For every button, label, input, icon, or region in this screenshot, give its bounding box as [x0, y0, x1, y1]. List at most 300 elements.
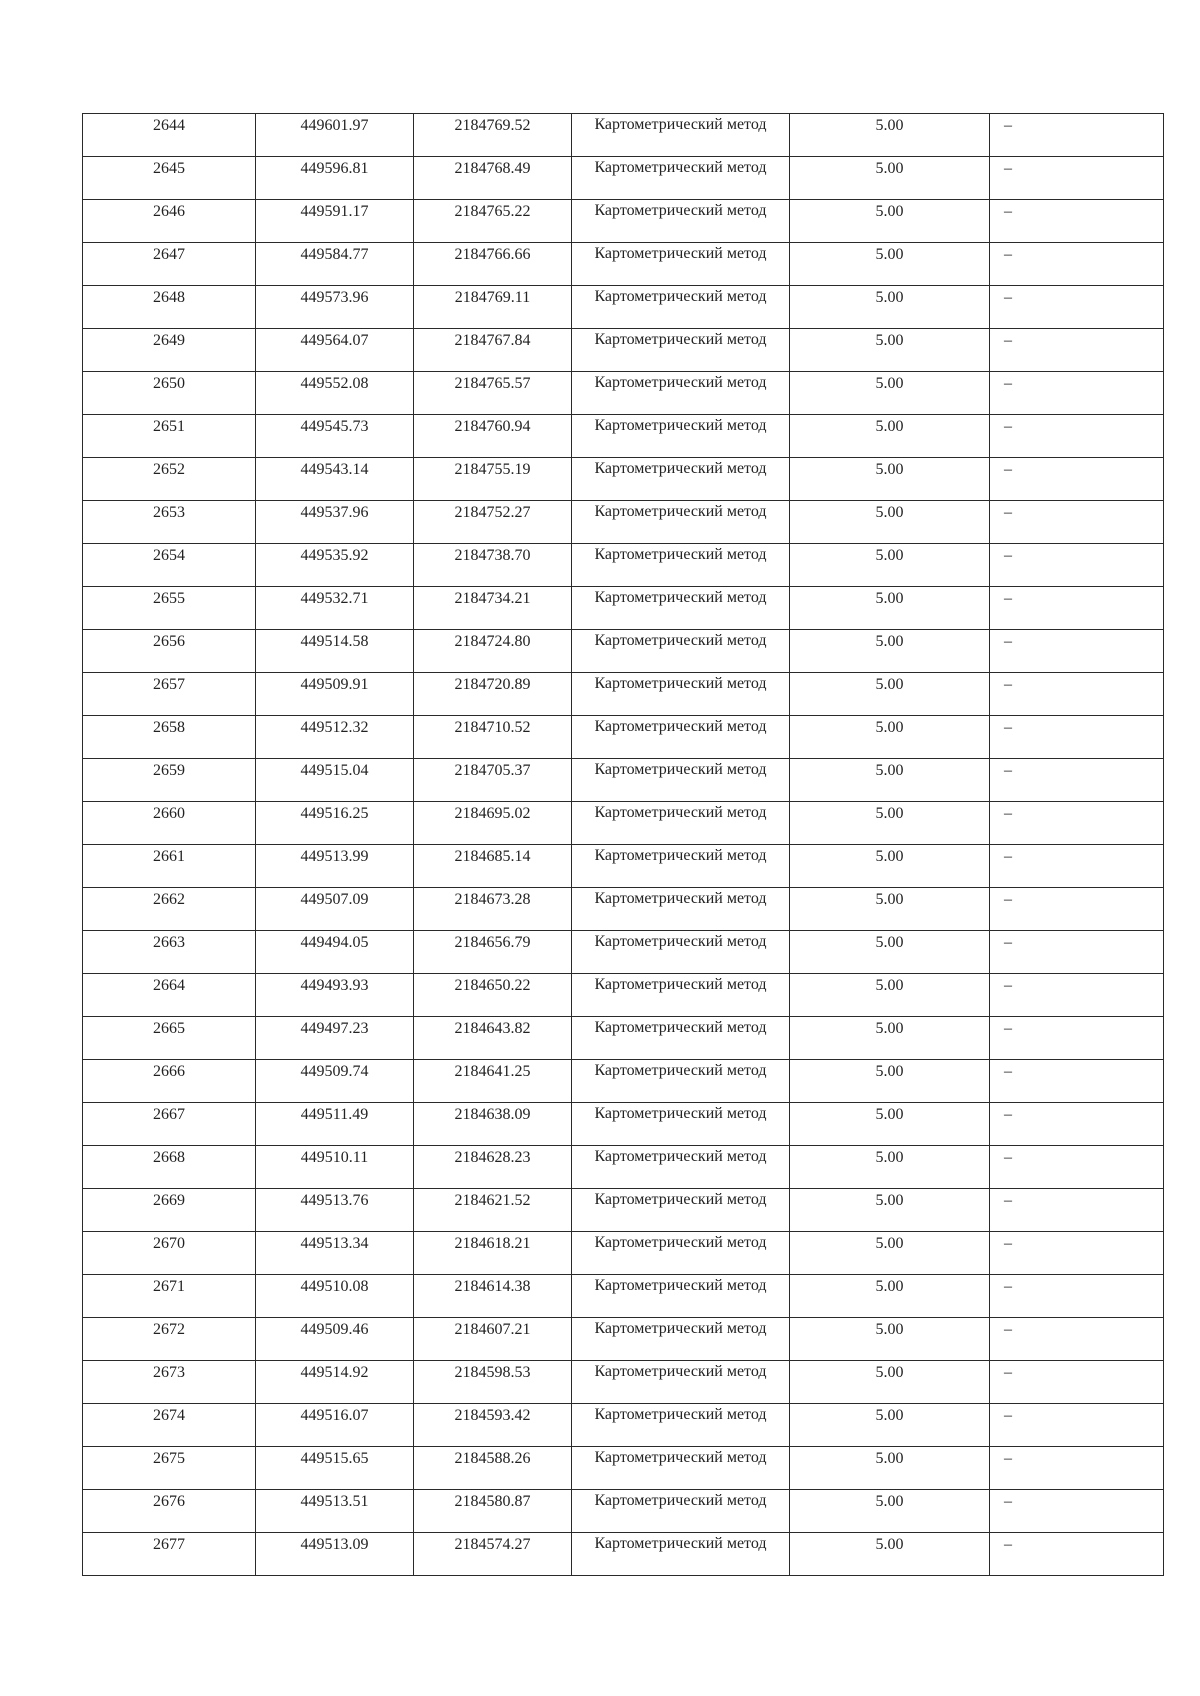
point-number-cell	[83, 415, 256, 458]
accuracy-value: 5.00	[875, 977, 904, 994]
y-coordinate-value: 2184588.26	[454, 1450, 531, 1467]
point-number-cell	[83, 458, 256, 501]
table-row	[83, 415, 1164, 458]
point-number-value: 2647	[153, 246, 185, 263]
accuracy-cell	[790, 1060, 990, 1103]
y-coordinate-value: 2184614.38	[454, 1278, 531, 1295]
note-value: –	[1004, 1106, 1012, 1123]
point-number-cell	[83, 372, 256, 415]
note-cell	[990, 888, 1164, 931]
x-coordinate-cell	[256, 1533, 414, 1576]
table-row	[83, 888, 1164, 931]
point-number-value: 2675	[153, 1450, 185, 1467]
y-coordinate-value: 2184598.53	[454, 1364, 531, 1381]
y-coordinate-cell	[414, 1447, 572, 1490]
accuracy-cell	[790, 587, 990, 630]
x-coordinate-value: 449497.23	[300, 1020, 369, 1037]
table-row	[83, 157, 1164, 200]
accuracy-value: 5.00	[875, 1536, 904, 1553]
y-coordinate-value: 2184755.19	[454, 461, 531, 478]
note-value: –	[1004, 934, 1012, 951]
method-value: Картометрический метод	[594, 589, 767, 606]
x-coordinate-cell	[256, 286, 414, 329]
point-number-value: 2667	[153, 1106, 185, 1123]
method-value: Картометрический метод	[594, 202, 767, 219]
note-value: –	[1004, 1020, 1012, 1037]
method-value: Картометрический метод	[594, 1019, 767, 1036]
note-value: –	[1004, 1450, 1012, 1467]
y-coordinate-cell	[414, 1318, 572, 1361]
y-coordinate-cell	[414, 931, 572, 974]
method-cell	[572, 1275, 790, 1318]
x-coordinate-value: 449510.11	[300, 1149, 369, 1166]
note-cell	[990, 1232, 1164, 1275]
note-value: –	[1004, 375, 1012, 392]
x-coordinate-cell	[256, 759, 414, 802]
point-number-value: 2672	[153, 1321, 185, 1338]
accuracy-value: 5.00	[875, 160, 904, 177]
table-row	[83, 974, 1164, 1017]
note-cell	[990, 587, 1164, 630]
accuracy-value: 5.00	[875, 203, 904, 220]
y-coordinate-cell	[414, 157, 572, 200]
accuracy-cell	[790, 243, 990, 286]
x-coordinate-value: 449591.17	[300, 203, 369, 220]
note-value: –	[1004, 1364, 1012, 1381]
method-cell	[572, 1404, 790, 1447]
note-value: –	[1004, 289, 1012, 306]
note-value: –	[1004, 160, 1012, 177]
point-number-cell	[83, 587, 256, 630]
x-coordinate-value: 449514.58	[300, 633, 369, 650]
point-number-cell	[83, 329, 256, 372]
x-coordinate-cell	[256, 1189, 414, 1232]
y-coordinate-value: 2184765.22	[454, 203, 531, 220]
x-coordinate-value: 449513.76	[300, 1192, 369, 1209]
x-coordinate-cell	[256, 1103, 414, 1146]
accuracy-cell	[790, 1189, 990, 1232]
point-number-cell	[83, 1060, 256, 1103]
method-value: Картометрический метод	[594, 245, 767, 262]
y-coordinate-value: 2184710.52	[454, 719, 531, 736]
y-coordinate-cell	[414, 974, 572, 1017]
x-coordinate-value: 449507.09	[300, 891, 369, 908]
method-value: Картометрический метод	[594, 804, 767, 821]
point-number-value: 2665	[153, 1020, 185, 1037]
point-number-value: 2651	[153, 418, 185, 435]
note-cell	[990, 372, 1164, 415]
table-row	[83, 1490, 1164, 1533]
point-number-value: 2645	[153, 160, 185, 177]
x-coordinate-cell	[256, 1275, 414, 1318]
y-coordinate-cell	[414, 243, 572, 286]
point-number-value: 2664	[153, 977, 185, 994]
note-cell	[990, 544, 1164, 587]
y-coordinate-cell	[414, 1404, 572, 1447]
table-row	[83, 1275, 1164, 1318]
x-coordinate-value: 449545.73	[300, 418, 369, 435]
accuracy-cell	[790, 1146, 990, 1189]
point-number-cell	[83, 200, 256, 243]
point-number-cell	[83, 1275, 256, 1318]
x-coordinate-value: 449543.14	[300, 461, 369, 478]
y-coordinate-value: 2184650.22	[454, 977, 531, 994]
point-number-cell	[83, 759, 256, 802]
note-value: –	[1004, 1493, 1012, 1510]
point-number-cell	[83, 1490, 256, 1533]
accuracy-cell	[790, 1404, 990, 1447]
note-value: –	[1004, 1063, 1012, 1080]
note-cell	[990, 1447, 1164, 1490]
point-number-cell	[83, 243, 256, 286]
accuracy-value: 5.00	[875, 676, 904, 693]
note-cell	[990, 114, 1164, 157]
point-number-cell	[83, 845, 256, 888]
y-coordinate-cell	[414, 759, 572, 802]
accuracy-cell	[790, 673, 990, 716]
method-cell	[572, 1361, 790, 1404]
note-value: –	[1004, 848, 1012, 865]
point-number-cell	[83, 802, 256, 845]
table-row	[83, 931, 1164, 974]
point-number-value: 2669	[153, 1192, 185, 1209]
y-coordinate-value: 2184656.79	[454, 934, 531, 951]
accuracy-value: 5.00	[875, 762, 904, 779]
table-row	[83, 1232, 1164, 1275]
accuracy-cell	[790, 200, 990, 243]
method-cell	[572, 415, 790, 458]
accuracy-value: 5.00	[875, 1149, 904, 1166]
accuracy-value: 5.00	[875, 1321, 904, 1338]
x-coordinate-value: 449564.07	[300, 332, 369, 349]
accuracy-value: 5.00	[875, 1450, 904, 1467]
method-cell	[572, 157, 790, 200]
point-number-cell	[83, 286, 256, 329]
table-row	[83, 1318, 1164, 1361]
x-coordinate-value: 449532.71	[300, 590, 369, 607]
x-coordinate-value: 449513.99	[300, 848, 369, 865]
table-row	[83, 845, 1164, 888]
method-value: Картометрический метод	[594, 1234, 767, 1251]
table-row	[83, 1060, 1164, 1103]
note-cell	[990, 286, 1164, 329]
note-value: –	[1004, 805, 1012, 822]
y-coordinate-value: 2184766.66	[454, 246, 531, 263]
method-value: Картометрический метод	[594, 1277, 767, 1294]
point-number-cell	[83, 501, 256, 544]
note-value: –	[1004, 1321, 1012, 1338]
accuracy-cell	[790, 286, 990, 329]
y-coordinate-cell	[414, 329, 572, 372]
point-number-value: 2677	[153, 1536, 185, 1553]
y-coordinate-cell	[414, 544, 572, 587]
note-cell	[990, 931, 1164, 974]
y-coordinate-cell	[414, 1017, 572, 1060]
y-coordinate-cell	[414, 1103, 572, 1146]
method-value: Картометрический метод	[594, 1406, 767, 1423]
x-coordinate-cell	[256, 1404, 414, 1447]
x-coordinate-cell	[256, 673, 414, 716]
method-cell	[572, 759, 790, 802]
x-coordinate-cell	[256, 114, 414, 157]
x-coordinate-cell	[256, 1232, 414, 1275]
x-coordinate-cell	[256, 1447, 414, 1490]
note-cell	[990, 630, 1164, 673]
y-coordinate-value: 2184734.21	[454, 590, 531, 607]
point-number-value: 2654	[153, 547, 185, 564]
point-number-cell	[83, 1189, 256, 1232]
method-cell	[572, 501, 790, 544]
y-coordinate-value: 2184767.84	[454, 332, 531, 349]
method-cell	[572, 888, 790, 931]
y-coordinate-value: 2184618.21	[454, 1235, 531, 1252]
x-coordinate-value: 449515.04	[300, 762, 369, 779]
x-coordinate-value: 449509.46	[300, 1321, 369, 1338]
table-row	[83, 200, 1164, 243]
note-cell	[990, 673, 1164, 716]
accuracy-cell	[790, 544, 990, 587]
method-cell	[572, 1490, 790, 1533]
table-row	[83, 458, 1164, 501]
x-coordinate-value: 449573.96	[300, 289, 369, 306]
accuracy-value: 5.00	[875, 547, 904, 564]
note-cell	[990, 716, 1164, 759]
note-value: –	[1004, 762, 1012, 779]
x-coordinate-value: 449513.34	[300, 1235, 369, 1252]
table-row	[83, 1103, 1164, 1146]
method-value: Картометрический метод	[594, 847, 767, 864]
y-coordinate-cell	[414, 1189, 572, 1232]
point-number-value: 2653	[153, 504, 185, 521]
table-row	[83, 1447, 1164, 1490]
note-cell	[990, 759, 1164, 802]
method-value: Картометрический метод	[594, 116, 767, 133]
y-coordinate-cell	[414, 630, 572, 673]
y-coordinate-value: 2184769.11	[454, 289, 531, 306]
x-coordinate-cell	[256, 888, 414, 931]
y-coordinate-cell	[414, 1232, 572, 1275]
accuracy-value: 5.00	[875, 117, 904, 134]
x-coordinate-value: 449511.49	[300, 1106, 369, 1123]
note-value: –	[1004, 246, 1012, 263]
x-coordinate-value: 449516.25	[300, 805, 369, 822]
x-coordinate-cell	[256, 587, 414, 630]
y-coordinate-value: 2184768.49	[454, 160, 531, 177]
accuracy-cell	[790, 157, 990, 200]
table-row	[83, 630, 1164, 673]
y-coordinate-value: 2184593.42	[454, 1407, 531, 1424]
accuracy-value: 5.00	[875, 805, 904, 822]
method-value: Картометрический метод	[594, 1449, 767, 1466]
note-cell	[990, 458, 1164, 501]
accuracy-cell	[790, 931, 990, 974]
method-value: Картометрический метод	[594, 933, 767, 950]
point-number-cell	[83, 1361, 256, 1404]
x-coordinate-value: 449512.32	[300, 719, 369, 736]
point-number-value: 2674	[153, 1407, 185, 1424]
method-cell	[572, 544, 790, 587]
x-coordinate-value: 449515.65	[300, 1450, 369, 1467]
x-coordinate-cell	[256, 458, 414, 501]
point-number-cell	[83, 544, 256, 587]
table-body	[83, 114, 1164, 1576]
method-value: Картометрический метод	[594, 1363, 767, 1380]
x-coordinate-value: 449493.93	[300, 977, 369, 994]
point-number-value: 2659	[153, 762, 185, 779]
point-number-value: 2661	[153, 848, 185, 865]
point-number-value: 2676	[153, 1493, 185, 1510]
x-coordinate-cell	[256, 1146, 414, 1189]
method-value: Картометрический метод	[594, 1191, 767, 1208]
y-coordinate-value: 2184695.02	[454, 805, 531, 822]
accuracy-value: 5.00	[875, 504, 904, 521]
note-cell	[990, 415, 1164, 458]
method-value: Картометрический метод	[594, 159, 767, 176]
method-cell	[572, 630, 790, 673]
method-value: Картометрический метод	[594, 1062, 767, 1079]
point-number-cell	[83, 114, 256, 157]
note-cell	[990, 1490, 1164, 1533]
accuracy-value: 5.00	[875, 1407, 904, 1424]
point-number-value: 2652	[153, 461, 185, 478]
accuracy-cell	[790, 1103, 990, 1146]
note-cell	[990, 1361, 1164, 1404]
table-row	[83, 544, 1164, 587]
table-row	[83, 1404, 1164, 1447]
accuracy-cell	[790, 1017, 990, 1060]
method-value: Картометрический метод	[594, 718, 767, 735]
point-number-value: 2666	[153, 1063, 185, 1080]
method-cell	[572, 673, 790, 716]
note-cell	[990, 1103, 1164, 1146]
accuracy-cell	[790, 716, 990, 759]
method-cell	[572, 372, 790, 415]
point-number-value: 2644	[153, 117, 185, 134]
accuracy-value: 5.00	[875, 246, 904, 263]
method-cell	[572, 200, 790, 243]
method-cell	[572, 1447, 790, 1490]
note-cell	[990, 802, 1164, 845]
method-cell	[572, 1017, 790, 1060]
accuracy-value: 5.00	[875, 848, 904, 865]
accuracy-cell	[790, 372, 990, 415]
x-coordinate-cell	[256, 157, 414, 200]
accuracy-cell	[790, 1275, 990, 1318]
point-number-value: 2662	[153, 891, 185, 908]
accuracy-cell	[790, 1318, 990, 1361]
method-value: Картометрический метод	[594, 503, 767, 520]
y-coordinate-value: 2184685.14	[454, 848, 531, 865]
table-row	[83, 587, 1164, 630]
note-value: –	[1004, 418, 1012, 435]
x-coordinate-cell	[256, 974, 414, 1017]
y-coordinate-cell	[414, 200, 572, 243]
table-row	[83, 1361, 1164, 1404]
table-row	[83, 716, 1164, 759]
x-coordinate-cell	[256, 931, 414, 974]
y-coordinate-cell	[414, 415, 572, 458]
point-number-value: 2649	[153, 332, 185, 349]
table-row	[83, 802, 1164, 845]
method-cell	[572, 845, 790, 888]
accuracy-value: 5.00	[875, 719, 904, 736]
accuracy-value: 5.00	[875, 891, 904, 908]
note-value: –	[1004, 504, 1012, 521]
x-coordinate-cell	[256, 243, 414, 286]
method-cell	[572, 329, 790, 372]
x-coordinate-value: 449494.05	[300, 934, 369, 951]
method-value: Картометрический метод	[594, 890, 767, 907]
point-number-cell	[83, 1232, 256, 1275]
point-number-value: 2670	[153, 1235, 185, 1252]
x-coordinate-value: 449513.51	[300, 1493, 369, 1510]
table-row	[83, 501, 1164, 544]
point-number-value: 2673	[153, 1364, 185, 1381]
note-value: –	[1004, 1192, 1012, 1209]
y-coordinate-cell	[414, 372, 572, 415]
method-value: Картометрический метод	[594, 1105, 767, 1122]
y-coordinate-cell	[414, 1275, 572, 1318]
x-coordinate-cell	[256, 200, 414, 243]
y-coordinate-cell	[414, 673, 572, 716]
method-cell	[572, 1533, 790, 1576]
y-coordinate-cell	[414, 1490, 572, 1533]
method-value: Картометрический метод	[594, 761, 767, 778]
y-coordinate-value: 2184760.94	[454, 418, 531, 435]
y-coordinate-cell	[414, 1361, 572, 1404]
note-cell	[990, 157, 1164, 200]
x-coordinate-cell	[256, 1361, 414, 1404]
point-number-cell	[83, 1404, 256, 1447]
table-row	[83, 243, 1164, 286]
x-coordinate-cell	[256, 630, 414, 673]
accuracy-value: 5.00	[875, 934, 904, 951]
x-coordinate-value: 449584.77	[300, 246, 369, 263]
accuracy-cell	[790, 458, 990, 501]
x-coordinate-value: 449510.08	[300, 1278, 369, 1295]
accuracy-value: 5.00	[875, 1278, 904, 1295]
y-coordinate-value: 2184738.70	[454, 547, 531, 564]
method-value: Картометрический метод	[594, 1148, 767, 1165]
y-coordinate-value: 2184643.82	[454, 1020, 531, 1037]
note-cell	[990, 501, 1164, 544]
note-value: –	[1004, 1235, 1012, 1252]
point-number-value: 2658	[153, 719, 185, 736]
accuracy-cell	[790, 974, 990, 1017]
accuracy-cell	[790, 501, 990, 544]
y-coordinate-value: 2184724.80	[454, 633, 531, 650]
note-value: –	[1004, 203, 1012, 220]
method-value: Картометрический метод	[594, 1320, 767, 1337]
accuracy-cell	[790, 114, 990, 157]
table-row	[83, 372, 1164, 415]
method-cell	[572, 974, 790, 1017]
y-coordinate-value: 2184720.89	[454, 676, 531, 693]
accuracy-value: 5.00	[875, 461, 904, 478]
point-number-value: 2660	[153, 805, 185, 822]
point-number-cell	[83, 673, 256, 716]
x-coordinate-cell	[256, 501, 414, 544]
y-coordinate-cell	[414, 286, 572, 329]
point-number-value: 2646	[153, 203, 185, 220]
table-row	[83, 329, 1164, 372]
x-coordinate-value: 449513.09	[300, 1536, 369, 1553]
y-coordinate-value: 2184638.09	[454, 1106, 531, 1123]
point-number-value: 2655	[153, 590, 185, 607]
note-cell	[990, 974, 1164, 1017]
table-row	[83, 1146, 1164, 1189]
note-value: –	[1004, 633, 1012, 650]
